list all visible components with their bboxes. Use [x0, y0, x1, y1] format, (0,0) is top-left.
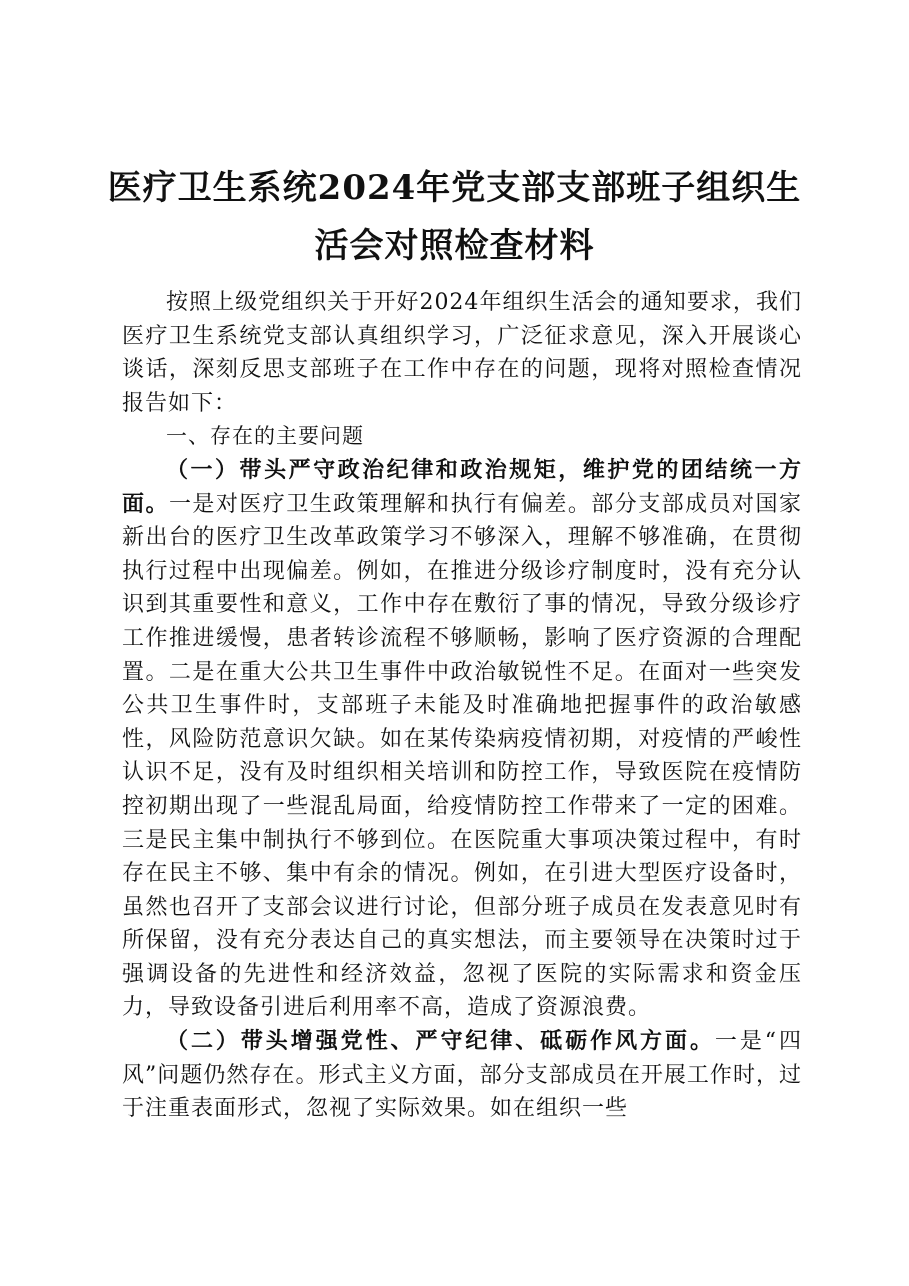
document-body: [122, 286, 802, 1126]
document-title-line1: 医疗卫生系统2024年党支部支部班子组织生: [107, 168, 802, 208]
sub1-body: 一是对医疗卫生政策理解和执行有偏差。部分支部成员对国家新出台的医疗卫生改革政策学习不够深入，理解不够准确，在贯彻执行过程中出现偏差。例如，在推进分级诊疗制度时，没有充分认识到其重要性和意义，工作中存在敷衍了事的情况，导致分级诊疗工作推进缓慢，患者转诊流程不够顺畅，影响了医疗资源的合理配置。二是在重大公共卫生事件中政治敏锐性不足。在面对一些突发公共卫生事件时，支部班子未能及时准确地把握事件的政治敏感性，风险防范意识欠缺。如在某传染病疫情初期，对疫情的严峻性认识不足，没有及时组织相关培训和防控工作，导致医院在疫情防控初期出现了一些混乱局面，给疫情防控工作带来了一定的困难。三是民主集中制执行不够到位。在医院重大事项决策过程中，有时存在民主不够、集中有余的情况。例如，在引进大型医疗设备时，虽然也召开了支部会议进行讨论，但部分班子成员在发表意见时有所保留，没有充分表达自己的真实想法，而主要领导在决策时过于强调设备的先进性和经济效益，忽视了医院的实际需求和资金压力，导致设备引进后利用率不高，造成了资源浪费。: [122, 491, 802, 1021]
sub1-paragraph: [122, 454, 802, 1025]
sub1-heading: （一）带头严守政治纪律和政治规矩，维护党的团结统一方面。: [122, 456, 802, 517]
document-title-line2: 活会对照检查材料: [314, 226, 595, 266]
sub2-paragraph: [122, 1025, 802, 1126]
sub2-body: 一是“四风”问题仍然存在。形式主义方面，部分支部成员在开展工作时，过于注重表面形式，忽视了实际效果。如在组织一些: [122, 1029, 802, 1122]
sub2-heading: （二）带头增强党性、严守纪律、砥砺作风方面。: [166, 1028, 715, 1055]
intro-paragraph: 按照上级党组织关于开好2024年组织生活会的通知要求，我们医疗卫生系统党支部认真组织学习，广泛征求意见，深入开展谈心谈话，深刻反思支部班子在工作中存在的问题，现将对照检查情况报告如下：: [122, 290, 802, 416]
section1-heading: 一、存在的主要问题: [166, 424, 364, 449]
